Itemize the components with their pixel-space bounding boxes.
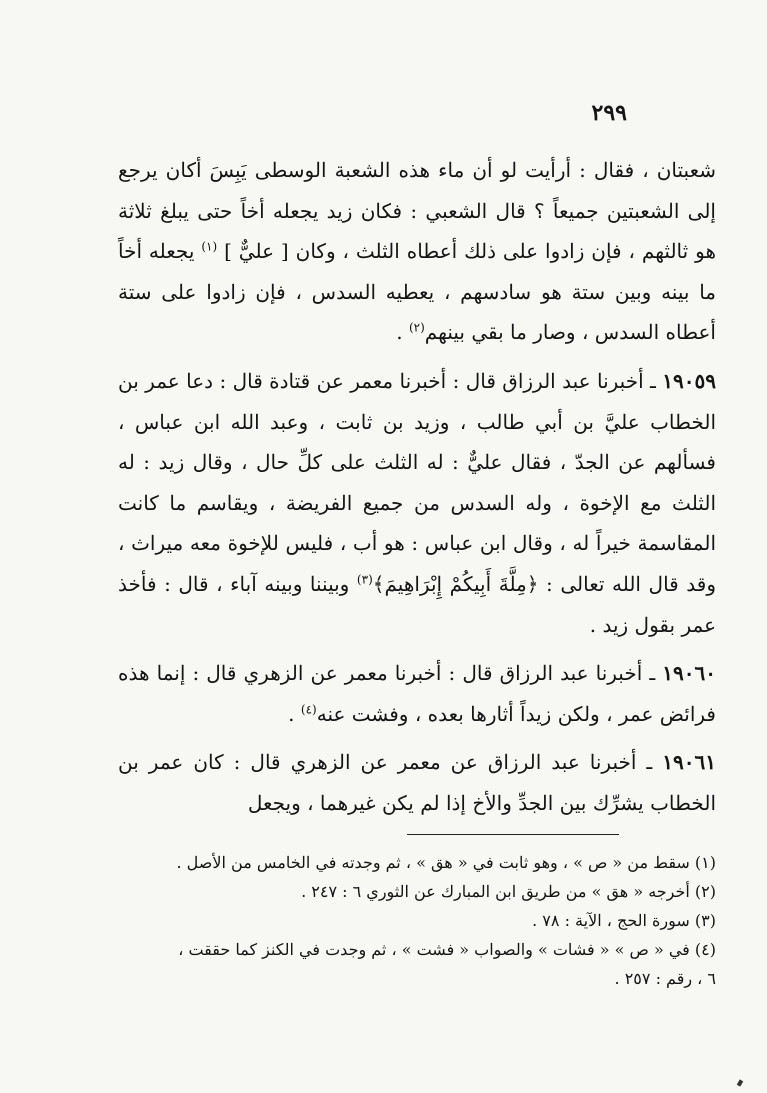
paragraph-1 [118, 150, 716, 353]
text-line: ابن عباس ، فسألهم عن الجدّ ، فقال عليٌّ : له الثلث على كلِّ حال ، [118, 409, 716, 475]
text-line: على ستة أعطاه السدس ، وصار ما بقي بينهم [118, 279, 716, 345]
footnote-ref: (١) [201, 239, 218, 254]
footnote-ref: (٤) [300, 702, 317, 717]
text-end: . [288, 701, 301, 726]
text-line: يرجع إلى الشعبتين جميعاً ؟ قال الشعبي : فكان زيد يجعله أخاً حتى [118, 158, 716, 223]
text-line: دعا عمر بن الخطاب عليَّ بن أبي طالب ، وزيد بن ثابت ، وعبد الله [118, 368, 716, 434]
text-line: ويقاسم ما كانت المقاسمة خيراً له ، وقال ابن عباس : هو أب ، [118, 490, 717, 556]
footnote-3: (٣) سورة الحج ، الآية : ٧٨ . [532, 911, 716, 930]
hadith-number: ١٩٠٦١ [662, 750, 717, 775]
page-number: ٢٩٩ [591, 100, 627, 126]
text-line: وبيننا وبينه آباء ، قال : فأخذ عمر بقول زيد . [118, 571, 716, 637]
hadith-number: ١٩٠٥٩ [662, 368, 716, 393]
hadith-19061 [118, 742, 716, 823]
text-line: فليس للإخوة معه ميراث ، وقد قال الله تعالى : ﴿مِلَّةَ أَبِيكُمْ إِبْرَاهِيمَ﴾ [118, 531, 717, 596]
footnote-4: (٤) في « ص » « فشات » والصواب « فشت » ، ثم وجدت في الكنز كما حققت ، [178, 940, 716, 959]
text-line: عمر بن الخطاب يشرِّك بين الجدِّ والأخ إذا لم يكن غيرهما ، ويجعل [118, 750, 716, 815]
text-line: وقال زيد : له الثلث مع الإخوة ، وله السدس من جميع الفريضة ، [118, 450, 716, 515]
footnotes [118, 848, 716, 993]
footnote-2: (٢) أخرجه « هق » من طريق ابن المبارك عن الثوري ٦ : ٢٤٧ . [301, 882, 716, 901]
hadith-19059 [118, 361, 716, 645]
text-line: يجعله أخاً ما بينه وبين ستة هو سادسهم ، يعطيه السدس ، فإن زادوا [118, 239, 716, 304]
text-end: . [396, 320, 409, 345]
footnote-ref: (٢) [408, 320, 425, 335]
footnote-4-continuation: ٦ ، رقم : ٢٥٧ . [614, 969, 716, 988]
footnote-divider [407, 834, 619, 835]
scan-speck [737, 1079, 743, 1086]
text-line: ـ أخبرنا عبد الرزاق قال : أخبرنا معمر عن الزهري [243, 661, 663, 686]
text-line: شعبتان ، فقال : أرأيت لو أن ماء هذه الشعبة الوسطى يَبِسَ أكان [165, 158, 716, 182]
text-line: ـ أخبرنا عبد الرزاق عن معمر عن الزهري قال : كان [193, 750, 663, 775]
text-line: يبلغ ثلاثة هو ثالثهم ، فإن زادوا على ذلك أعطاه الثلث ، وكان [ عليٌّ ] [118, 198, 717, 264]
hadith-number: ١٩٠٦٠ [662, 661, 716, 686]
footnote-ref: (٣) [356, 572, 373, 587]
footnote-1: (١) سقط من « ص » ، وهو ثابت في « هق » ، ثم وجدته في الخامس من الأصل . [176, 853, 716, 872]
text-line: قال : إنما هذه فرائض عمر ، ولكن زيداً أثارها بعده ، وفشت عنه [118, 661, 716, 726]
text-line: ـ أخبرنا عبد الرزاق قال : أخبرنا معمر عن قتادة قال : [219, 368, 663, 393]
hadith-19060 [118, 653, 716, 734]
main-text [118, 150, 716, 824]
